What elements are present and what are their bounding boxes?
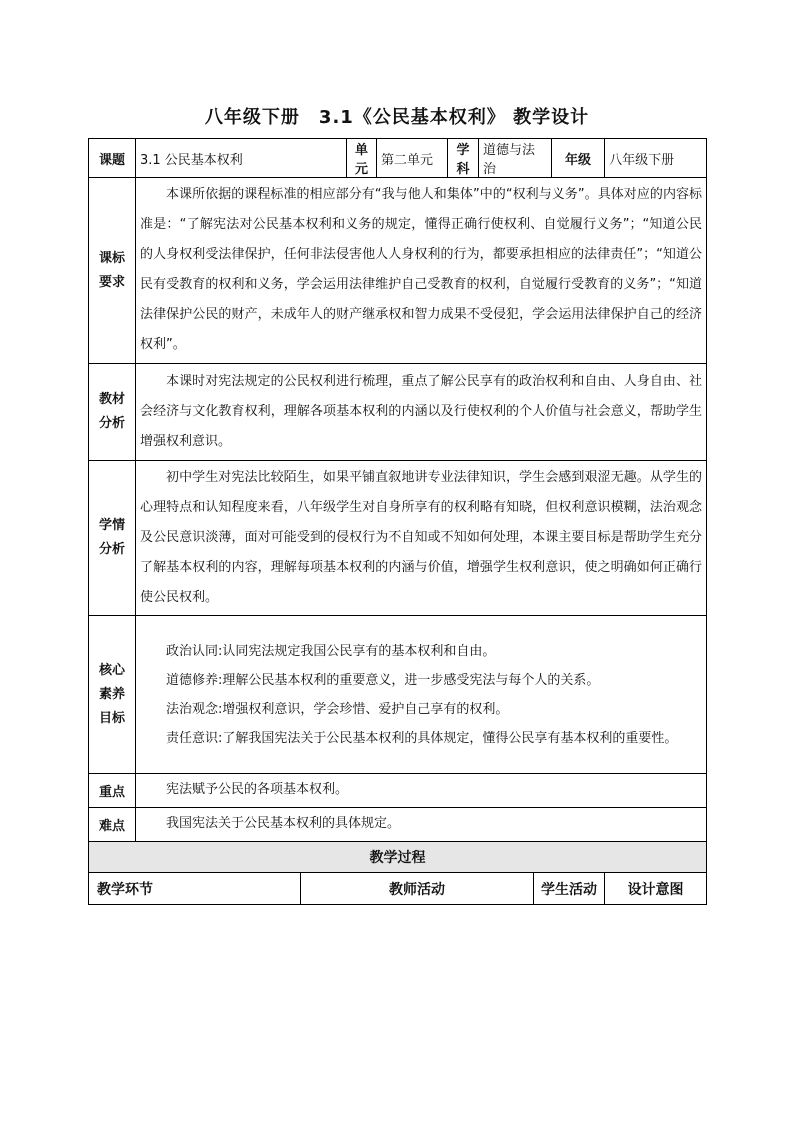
topic-value: 3.1 公民基本权利 (136, 139, 347, 178)
unit-label: 单元 (347, 139, 377, 178)
difficulty-text: 我国宪法关于公民基本权利的具体规定。 (136, 808, 707, 842)
topic-label: 课题 (89, 139, 136, 178)
grade-value: 八年级下册 (605, 139, 707, 178)
col-header-teacher: 教师活动 (301, 873, 534, 905)
col-header-intent: 设计意图 (605, 873, 707, 905)
literacy-item: 责任意识:了解我国宪法关于公民基本权利的具体规定，懂得公民享有基本权利的重要性。 (166, 730, 678, 746)
literacy-label: 核心 素养 目标 (89, 616, 136, 774)
key-point-row (89, 774, 707, 808)
process-title: 教学过程 (89, 842, 707, 873)
subject-label: 学科 (448, 139, 479, 178)
literacy-row (89, 616, 707, 774)
standards-row (89, 178, 707, 364)
difficulty-label: 难点 (89, 808, 136, 842)
process-header-row (89, 873, 707, 905)
unit-value: 第二单元 (377, 139, 448, 178)
col-header-stage: 教学环节 (89, 873, 301, 905)
literacy-item: 政治认同:认同宪法规定我国公民享有的基本权利和自由。 (166, 643, 496, 659)
meta-row (89, 139, 707, 178)
literacy-item: 道德修养:理解公民基本权利的重要意义，进一步感受宪法与每个人的关系。 (166, 672, 600, 688)
students-label: 学情 分析 (89, 461, 136, 616)
literacy-item: 法治观念:增强权利意识，学会珍惜、爱护自己享有的权利。 (166, 701, 509, 717)
difficulty-row (89, 808, 707, 842)
literacy-list (136, 616, 707, 774)
standards-text: 本课所依据的课程标准的相应部分有“我与他人和集体”中的“权利与义务”。具体对应的内容标准是：“了解宪法对公民基本权利和义务的规定，懂得正确行使权利、自觉履行义务”；“知道公民的人身权利受法律保护，任何非法侵害他人人身权利的行为，都要承担相应的法律责任”；“知道公民有受教育的权利和义务，学会运用法律维护自己受教育的权利，自觉履行受教育的义务”；“知道法律保护公民的财产，未成年人的财产继承权和智力成果不受侵犯，学会运用法律保护自己的经济权利”。 (136, 178, 707, 364)
key-point-text: 宪法赋予公民的各项基本权利。 (136, 774, 707, 808)
lesson-plan-table (88, 138, 707, 905)
students-text: 初中学生对宪法比较陌生，如果平铺直叙地讲专业法律知识，学生会感到艰涩无趣。从学生的心理特点和认知程度来看，八年级学生对自身所享有的权利略有知晓，但权利意识模糊，法治观念及公民意识淡薄，面对可能受到的侵权行为不自知或不知如何处理，本课主要目标是帮助学生充分了解基本权利的内容，理解每项基本权利的内涵与价值，增强学生权利意识，使之明确如何正确行使公民权利。 (136, 461, 707, 616)
material-label: 教材 分析 (89, 364, 136, 461)
material-row (89, 364, 707, 461)
col-header-student: 学生活动 (534, 873, 605, 905)
grade-label: 年级 (552, 139, 605, 178)
key-point-label: 重点 (89, 774, 136, 808)
document-title: 八年级下册 3.1《公民基本权利》 教学设计 (204, 107, 590, 128)
students-row (89, 461, 707, 616)
subject-value: 道德与法治 (479, 139, 552, 178)
material-text: 本课时对宪法规定的公民权利进行梳理，重点了解公民享有的政治权利和自由、人身自由、社会经济与文化教育权利，理解各项基本权利的内涵以及行使权利的个人价值与社会意义，帮助学生增强权利意识。 (136, 364, 707, 461)
process-title-row (89, 842, 707, 873)
standards-label: 课标 要求 (89, 178, 136, 364)
